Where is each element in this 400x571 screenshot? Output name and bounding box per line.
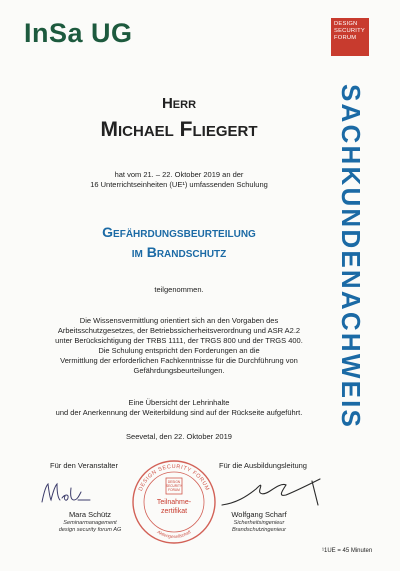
intro-text	[30, 170, 328, 190]
training-lead-role	[204, 520, 314, 534]
stamp-ring-top: DESIGN SECURITY FORUM	[137, 463, 211, 493]
intro-line: 16 Unterrichtseinheiten (UE¹) umfassenden Schulung	[90, 180, 268, 189]
overview-text	[30, 398, 328, 418]
organizer-label: Für den Veranstalter	[50, 461, 118, 470]
stamp-inner-line: SECURITY	[165, 484, 183, 488]
svg-text:Aktiengesellschaft	[155, 529, 192, 539]
training-lead-role-line: Sicherheitsingenieur	[233, 520, 285, 526]
overview-line: Eine Übersicht der Lehrinhalte	[128, 398, 230, 407]
description-line: Arbeitsschutzgesetzes, der Betriebssicherheitsverordnung und ASR A2.2	[57, 326, 301, 335]
design-security-forum-badge	[331, 18, 369, 56]
description-line: Gefährdungsbeurteilungen.	[133, 366, 225, 375]
organizer-signature	[38, 478, 94, 508]
badge-line: FORUM	[334, 35, 357, 41]
organizer-name: Mara Schütz	[68, 510, 112, 519]
stamp-label-line: zertifikat	[160, 508, 188, 515]
side-title: SACHKUNDENACHWEIS	[336, 84, 366, 430]
description-line: Vermittlung der erforderlichen Fachkenntnisse für die Durchführung von	[60, 356, 298, 365]
course-title	[30, 222, 328, 262]
participation-text: teilgenommen.	[154, 285, 204, 294]
organizer-role-line: Seminarmanagement	[63, 520, 117, 526]
training-lead-name: Wolfgang Scharf	[231, 510, 287, 519]
description-line: unter Berücksichtigung der TRBS 1111, der TRGS 800 und der TRGS 400.	[55, 336, 303, 345]
description-text	[30, 316, 328, 376]
stamp-inner-line: DESIGN	[167, 480, 181, 484]
description-line: Die Wissensvermittlung orientiert sich an den Vorgaben des	[79, 316, 279, 325]
organizer-role	[40, 520, 140, 534]
stamp-label-line: Teilnahme-	[156, 499, 192, 506]
description-line: Die Schulung entspricht den Forderungen an die	[98, 346, 260, 355]
overview-line: und der Anerkennung der Weiterbildung sind auf der Rückseite aufgeführt.	[55, 408, 303, 417]
course-title-line: Gefährdungsbeurteilung	[102, 224, 256, 240]
badge-line: DESIGN	[334, 21, 358, 27]
organizer-role-line: design security forum AG	[58, 527, 122, 533]
training-lead-signature	[216, 475, 336, 515]
footnote: ¹1UE = 45 Minuten	[322, 548, 373, 554]
insa-logo: InSa UG	[24, 18, 133, 48]
badge-line: SECURITY	[334, 28, 365, 34]
course-title-line: im Brandschutz	[131, 244, 227, 260]
recipient-salutation: Herr	[161, 95, 197, 112]
place-date: Seevetal, den 22. Oktober 2019	[126, 432, 232, 441]
recipient-name: Michael Fliegert	[100, 118, 258, 141]
participation-stamp	[130, 458, 218, 546]
intro-line: hat vom 21. – 22. Oktober 2019 an der	[114, 170, 244, 179]
training-lead-label: Für die Ausbildungsleitung	[219, 461, 307, 470]
stamp-inner-line: FORUM	[168, 488, 180, 492]
training-lead-role-line: Brandschutzingenieur	[231, 527, 287, 533]
stamp-ring-bottom: Aktiengesellschaft	[156, 529, 192, 540]
